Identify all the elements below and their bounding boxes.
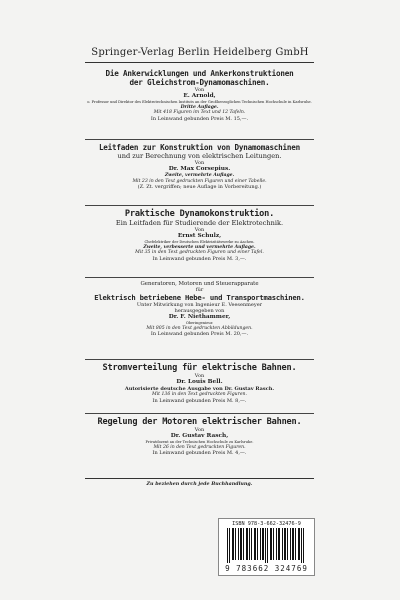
barcode-icon <box>225 528 308 563</box>
book-title-line: Leitfaden zur Konstruktion von Dynamomaschinen <box>98 143 301 152</box>
book-author: Dr. Max Corsepius. <box>168 166 231 172</box>
book-illustrations: Mit 418 Figuren im Text und 12 Tafeln. <box>153 110 246 115</box>
book-ankerwicklungen <box>85 69 314 122</box>
book-author: Dr. Louis Bell. <box>176 379 223 385</box>
book-illustrations: Mit 805 in den Text gedruckten Abbildungen. <box>146 325 253 331</box>
barcode-number: 9 783662 324769 <box>225 564 308 573</box>
book-note: (Z. Zt. vergriffen; neue Auflage in Vorbereitung.) <box>137 184 262 190</box>
book-collaborator: Unter Mitwirkung von Ingenieur E. Veesenmeyer <box>136 302 263 308</box>
book-price: In Leinwand gebunden Preis M. 8,—. <box>152 397 247 404</box>
isbn-text: ISBN 978-3-662-32476-9 <box>232 521 301 527</box>
book-author: E. Arnold, <box>183 93 216 99</box>
book-subtitle: Ein Leitfaden für Studierende der Elektrotechnik. <box>115 219 284 227</box>
book-regelung-motoren <box>85 413 314 456</box>
von-label: Von <box>194 160 205 166</box>
von-label: Von <box>194 87 205 93</box>
book-title-line: Elektrisch betriebene Hebe- und Transportmaschinen. <box>94 293 305 302</box>
von-label: Von <box>194 227 205 233</box>
book-price: In Leinwand gebunden Preis M. 4,—. <box>152 450 247 456</box>
book-price: In Leinwand gebunden Preis M. 20,—. <box>150 331 249 337</box>
book-leitfaden-dynamomaschinen <box>85 139 314 190</box>
book-subtitle: und zur Berechnung von elektrischen Leitungen. <box>117 152 282 160</box>
editor-label: herausgegeben von <box>174 308 225 314</box>
book-edition: Dritte Auflage. <box>180 104 219 110</box>
isbn-barcode-box <box>218 518 315 576</box>
author-note: Privatdozent an der Technischen Hochschule zu Karlsruhe. <box>145 440 254 444</box>
book-pre-title: Generatoren, Motoren und Steuerapparate <box>140 281 259 287</box>
book-title-line: der Gleichstrom-Dynamomaschinen. <box>129 78 270 87</box>
book-pre-title-2: für <box>195 287 204 293</box>
book-title-line: Die Ankerwicklungen und Ankerkonstruktionen <box>105 69 294 78</box>
book-illustrations: Mit 26 in den Text gedruckten Figuren. <box>153 444 246 450</box>
book-illustrations: Mit 35 in den Text gedruckten Figuren und einer Tafel. <box>135 250 264 255</box>
advertisement-frame <box>85 62 314 479</box>
book-author: Ernst Schulz, <box>177 233 222 239</box>
book-price: In Leinwand gebunden Preis M. 3,—. <box>152 255 247 262</box>
book-hebe-transportmaschinen <box>85 277 314 337</box>
author-note: o. Professor und Direktor des Elektrotechnischen Instituts an der Großherzoglichen Technischen Hochschule in Karlsruhe. <box>87 100 312 104</box>
von-label: Von <box>194 373 205 379</box>
book-author: Dr. Gustav Rasch, <box>170 433 229 439</box>
book-title-line: Praktische Dynamokonstruktion. <box>124 209 275 219</box>
book-edition: Zweite, verbesserte und vermehrte Auflage. <box>143 244 256 250</box>
book-title-line: Regelung der Motoren elektrischer Bahnen. <box>97 417 302 427</box>
author-note: Oberingenieur. <box>185 321 214 325</box>
book-author: Dr. F. Niethammer, <box>168 314 231 320</box>
von-label: Von <box>194 427 205 433</box>
author-note: Chefelektriker der Deutschen Elektrizitätswerke zu Aachen. <box>144 240 255 244</box>
book-praktische-dynamokonstruktion <box>85 205 314 262</box>
book-edition: Zweite, vermehrte Auflage. <box>164 173 235 178</box>
book-illustrations: Mit 23 in den Text gedruckten Figuren und einer Tabelle. <box>132 178 267 184</box>
availability-note: Zu beziehen durch jede Buchhandlung. <box>146 481 253 487</box>
book-illustrations: Mit 136 in den Text gedruckten Figuren. <box>152 392 247 397</box>
book-translation: Autorisierte deutsche Ausgabe von Dr. Gustav Rasch. <box>124 386 275 392</box>
publisher-name: Springer-Verlag Berlin Heidelberg GmbH <box>91 47 309 58</box>
book-price: In Leinwand gebunden Preis M. 15,—. <box>150 115 249 122</box>
book-title-line: Stromverteilung für elektrische Bahnen. <box>102 363 297 373</box>
book-stromverteilung <box>85 359 314 404</box>
